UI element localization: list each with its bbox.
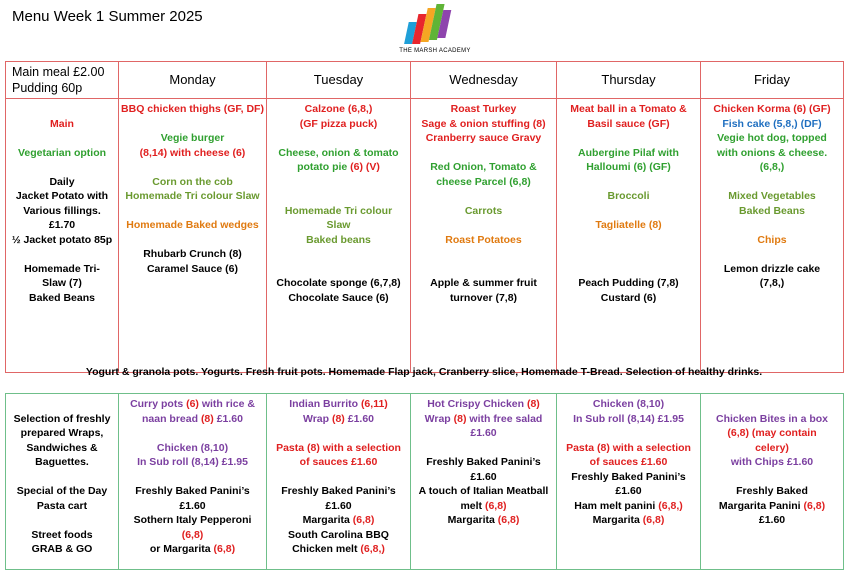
menu-row bbox=[6, 99, 844, 373]
thu-side-2: Tagliatelle (8) bbox=[595, 219, 662, 231]
b3-l3: £1.60 bbox=[470, 427, 497, 439]
tue-main-1: Calzone (6,8,) bbox=[304, 103, 373, 115]
wed-main-2: Sage & onion stuffing (8) bbox=[421, 117, 546, 130]
b1-l6: Sothern Italy Pepperoni bbox=[133, 514, 252, 526]
academy-logo bbox=[395, 2, 475, 60]
wed-side-2: Roast Potatoes bbox=[445, 233, 522, 246]
b2-l2 bbox=[269, 412, 408, 427]
veg-label: Vegetarian option bbox=[17, 146, 107, 159]
b2-l4: of sauces £1.60 bbox=[299, 456, 378, 468]
b4-l7 bbox=[559, 499, 698, 514]
b2-l1 bbox=[269, 397, 408, 412]
day-wednesday: Wednesday bbox=[411, 62, 557, 99]
b5-l1: Chicken Bites in a box bbox=[715, 412, 829, 425]
fri-main-1: Chicken Korma (6) (GF) bbox=[713, 103, 831, 115]
b1-l1a: Curry pots bbox=[130, 398, 187, 410]
b1-l7: (6,8) bbox=[181, 528, 204, 541]
b3-l1b: (8) bbox=[526, 398, 540, 410]
b2-l9 bbox=[269, 542, 408, 557]
b4-l7b: (6,8,) bbox=[658, 499, 683, 512]
fri-veg-1: Vegie hot dog, topped bbox=[717, 132, 827, 144]
b1-l4: In Sub roll (8,14) £1.95 bbox=[137, 456, 248, 468]
day-thursday: Thursday bbox=[557, 62, 701, 99]
b2-l2b: (8) bbox=[331, 412, 345, 425]
tue-side-1: Homemade Tri colour bbox=[284, 204, 393, 217]
b3-l7 bbox=[413, 499, 554, 514]
b4-l8 bbox=[559, 513, 698, 528]
main-meal-price: Main meal £2.00 bbox=[12, 65, 105, 79]
mon-veg-2 bbox=[121, 146, 264, 161]
b3-l8b: (6,8) bbox=[497, 514, 520, 526]
b4-l7a: Ham melt panini bbox=[574, 499, 659, 512]
logo-text: THE MARSH ACADEMY bbox=[399, 48, 471, 54]
b4-l6: £1.60 bbox=[615, 485, 642, 497]
main-menu-table bbox=[5, 61, 844, 373]
b1-l1b: (6) bbox=[186, 398, 199, 410]
b1-l8a: or Margarita bbox=[149, 543, 214, 555]
thursday-cell bbox=[557, 99, 701, 373]
b3-l1 bbox=[413, 397, 554, 412]
mon-main: BBQ chicken thighs (GF, DF) bbox=[121, 103, 264, 115]
b0-l4: Baguettes. bbox=[35, 456, 89, 468]
fri-veg-3: (6,8,) bbox=[759, 161, 785, 173]
main-label: Main bbox=[50, 117, 74, 130]
b2-l3: Pasta (8) with a selection bbox=[276, 441, 401, 454]
beans-label: Baked Beans bbox=[29, 291, 95, 304]
b5-l4: with Chips £1.60 bbox=[730, 456, 814, 468]
b2-l2a: Wrap bbox=[302, 412, 332, 425]
wed-veg-1: Red Onion, Tomato & bbox=[430, 161, 537, 173]
tue-veg-2-text: potato pie bbox=[297, 161, 351, 173]
tue-side-2: Slaw bbox=[326, 219, 351, 231]
b2-l7 bbox=[269, 513, 408, 528]
b1-l3: Chicken (8,10) bbox=[156, 441, 229, 454]
b4-l2: In Sub roll (8,14) £1.95 bbox=[573, 412, 684, 425]
mon-veg-2-text: (8,14) with cheese bbox=[139, 146, 233, 159]
day-tuesday: Tuesday bbox=[267, 62, 411, 99]
tue-veg-1: Cheese, onion & tomato bbox=[278, 146, 399, 159]
b1-l2b: (8) bbox=[200, 412, 214, 425]
b2-l7b: (6,8) bbox=[352, 514, 375, 526]
monday-cell bbox=[119, 99, 267, 373]
fri-side-3: Chips bbox=[757, 233, 787, 246]
mon-dessert-2: Caramel Sauce (6) bbox=[146, 262, 239, 275]
tue-dessert-1: Chocolate sponge (6,7,8) bbox=[276, 277, 401, 289]
b3-l1a: Hot Crispy Chicken bbox=[427, 398, 527, 410]
b2-l9a: Chicken melt bbox=[292, 543, 361, 555]
daily-label: Daily bbox=[49, 175, 75, 188]
b2-l2c: £1.60 bbox=[344, 412, 375, 425]
wed-dessert-1: Apple & summer fruit bbox=[430, 277, 537, 289]
mon-veg-1: Vegie burger bbox=[160, 132, 225, 144]
b0-l5: Special of the Day bbox=[16, 485, 108, 497]
thu-veg-2: Halloumi (6) (GF) bbox=[586, 161, 671, 173]
fri-main-2: Fish cake (5,8,) (DF) bbox=[722, 117, 822, 130]
b3-l2c: with free salad bbox=[466, 412, 543, 425]
page-title: Menu Week 1 Summer 2025 bbox=[12, 8, 203, 25]
b4-l8a: Margarita bbox=[592, 514, 643, 526]
half-jacket-price: ½ Jacket potato 85p bbox=[11, 233, 113, 246]
mon-veg-2-allergen: (6) bbox=[232, 146, 246, 159]
pudding-price: Pudding 60p bbox=[12, 81, 83, 95]
fri-veg-2: with onions & cheese. bbox=[716, 146, 828, 159]
b1-l2 bbox=[121, 412, 264, 427]
fri-dessert-2: (7,8,) bbox=[759, 277, 785, 289]
b3-l7a: melt bbox=[460, 499, 485, 512]
b0-l7: Street foods bbox=[31, 528, 93, 541]
slaw-label-2: Slaw (7) bbox=[42, 277, 82, 289]
b5-l6 bbox=[703, 499, 841, 514]
grab-labels-cell bbox=[6, 394, 119, 570]
b4-l1: Chicken (8,10) bbox=[592, 398, 665, 410]
jacket-price: £1.70 bbox=[48, 219, 76, 231]
grab-thursday-cell bbox=[557, 394, 701, 570]
tuesday-cell bbox=[267, 99, 411, 373]
grab-friday-cell bbox=[701, 394, 844, 570]
wed-main-3: Cranberry sauce Gravy bbox=[425, 132, 542, 144]
thu-veg-1: Aubergine Pilaf with bbox=[578, 146, 679, 159]
b4-l3: Pasta (8) with a selection bbox=[566, 441, 691, 454]
mon-side-1: Corn on the cob bbox=[152, 175, 233, 188]
b2-l5: Freshly Baked Panini’s bbox=[281, 485, 396, 497]
b1-l5: Freshly Baked Panini’s £1.60 bbox=[135, 485, 250, 512]
wed-dessert-2: turnover (7,8) bbox=[449, 291, 518, 304]
b1-l8b: (6,8) bbox=[213, 543, 236, 555]
b2-l7a: Margarita bbox=[302, 514, 353, 526]
b3-l2 bbox=[413, 412, 554, 427]
labels-cell bbox=[6, 99, 119, 373]
logo-bars-icon bbox=[395, 2, 475, 48]
b1-l1 bbox=[121, 397, 264, 412]
b0-l2: prepared Wraps, bbox=[20, 427, 104, 439]
b0-l3: Sandwiches & bbox=[26, 441, 98, 454]
mon-dessert-1: Rhubarb Crunch (8) bbox=[143, 248, 242, 260]
jacket-label: Jacket Potato with bbox=[15, 190, 109, 202]
b3-l4: Freshly Baked Panini’s bbox=[426, 456, 541, 468]
b1-l8 bbox=[121, 542, 264, 557]
b3-l8a: Margarita bbox=[447, 514, 498, 526]
grab-monday-cell bbox=[119, 394, 267, 570]
day-monday: Monday bbox=[119, 62, 267, 99]
b3-l6: A touch of Italian Meatball bbox=[418, 485, 549, 497]
b1-l2c: £1.60 bbox=[213, 412, 243, 425]
grab-tuesday-cell bbox=[267, 394, 411, 570]
day-friday: Friday bbox=[701, 62, 844, 99]
b2-l9b: (6,8,) bbox=[360, 543, 385, 555]
thu-main-2: Basil sauce (GF) bbox=[587, 117, 670, 130]
fillings-label: Various fillings. bbox=[23, 204, 101, 217]
b3-l8 bbox=[413, 513, 554, 528]
b1-l2a: naan bread bbox=[142, 412, 201, 425]
b1-l1c: with rice & bbox=[198, 398, 255, 410]
b3-l5: £1.60 bbox=[470, 470, 497, 483]
fri-side-2: Baked Beans bbox=[739, 204, 805, 217]
b4-l4: of sauces £1.60 bbox=[589, 456, 668, 468]
b2-l8: South Carolina BBQ bbox=[288, 528, 389, 541]
b0-l6: Pasta cart bbox=[36, 499, 88, 512]
wed-side-1: Carrots bbox=[464, 204, 503, 217]
tue-veg-2-allergen: (6) (V) bbox=[350, 161, 380, 173]
b2-l6: £1.60 bbox=[325, 499, 352, 512]
tue-side-3: Baked beans bbox=[306, 233, 371, 246]
b5-l6a: Margarita Panini bbox=[718, 499, 804, 512]
tue-main-2: (GF pizza puck) bbox=[299, 117, 378, 130]
b3-l7b: (6,8) bbox=[484, 499, 507, 512]
slaw-label-1: Homemade Tri- bbox=[24, 262, 100, 275]
mon-side-2: Homemade Tri colour Slaw bbox=[125, 190, 260, 202]
b5-l3: celery) bbox=[755, 441, 789, 454]
b2-l1a: Indian Burrito bbox=[289, 398, 361, 410]
tue-dessert-2: Chocolate Sauce (6) bbox=[288, 291, 389, 304]
b0-l1: Selection of freshly bbox=[13, 412, 111, 425]
b3-l2b: (8) bbox=[453, 412, 467, 425]
price-cell bbox=[6, 62, 119, 99]
thu-dessert-2: Custard (6) bbox=[600, 291, 657, 304]
grab-and-go-table bbox=[5, 393, 844, 570]
wed-veg-2: cheese Parcel (6,8) bbox=[436, 175, 531, 188]
b0-l8: GRAB & GO bbox=[31, 543, 93, 555]
b5-l6b: (6,8) bbox=[803, 499, 826, 512]
b4-l8b: (6,8) bbox=[642, 514, 665, 526]
b2-l1b: (6,11) bbox=[360, 398, 388, 410]
b5-l7: £1.60 bbox=[758, 514, 786, 526]
b3-l2a: Wrap bbox=[424, 412, 454, 425]
thu-side-1: Broccoli bbox=[607, 190, 650, 202]
b5-l5: Freshly Baked bbox=[736, 485, 808, 497]
friday-cell bbox=[701, 99, 844, 373]
snacks-line: Yogurt & granola pots. Yogurts. Fresh fruit pots. Homemade Flap jack, Cranberry slice, Homemade T-Bread. Selection of healthy drinks. bbox=[85, 366, 763, 378]
grab-wednesday-cell bbox=[411, 394, 557, 570]
thu-dessert-1: Peach Pudding (7,8) bbox=[578, 277, 679, 289]
b5-l2: (6,8) (may contain bbox=[727, 427, 817, 439]
mon-side-3: Homemade Baked wedges bbox=[126, 219, 259, 231]
wed-main-1: Roast Turkey bbox=[450, 103, 517, 115]
grab-row bbox=[6, 394, 844, 570]
thu-main-1: Meat ball in a Tomato & bbox=[570, 103, 687, 115]
tue-veg-2 bbox=[269, 160, 408, 175]
wednesday-cell bbox=[411, 99, 557, 373]
fri-dessert-1: Lemon drizzle cake bbox=[723, 262, 821, 275]
fri-side-1: Mixed Vegetables bbox=[728, 190, 816, 202]
b4-l5: Freshly Baked Panini’s bbox=[571, 470, 686, 483]
header-row bbox=[6, 62, 844, 99]
